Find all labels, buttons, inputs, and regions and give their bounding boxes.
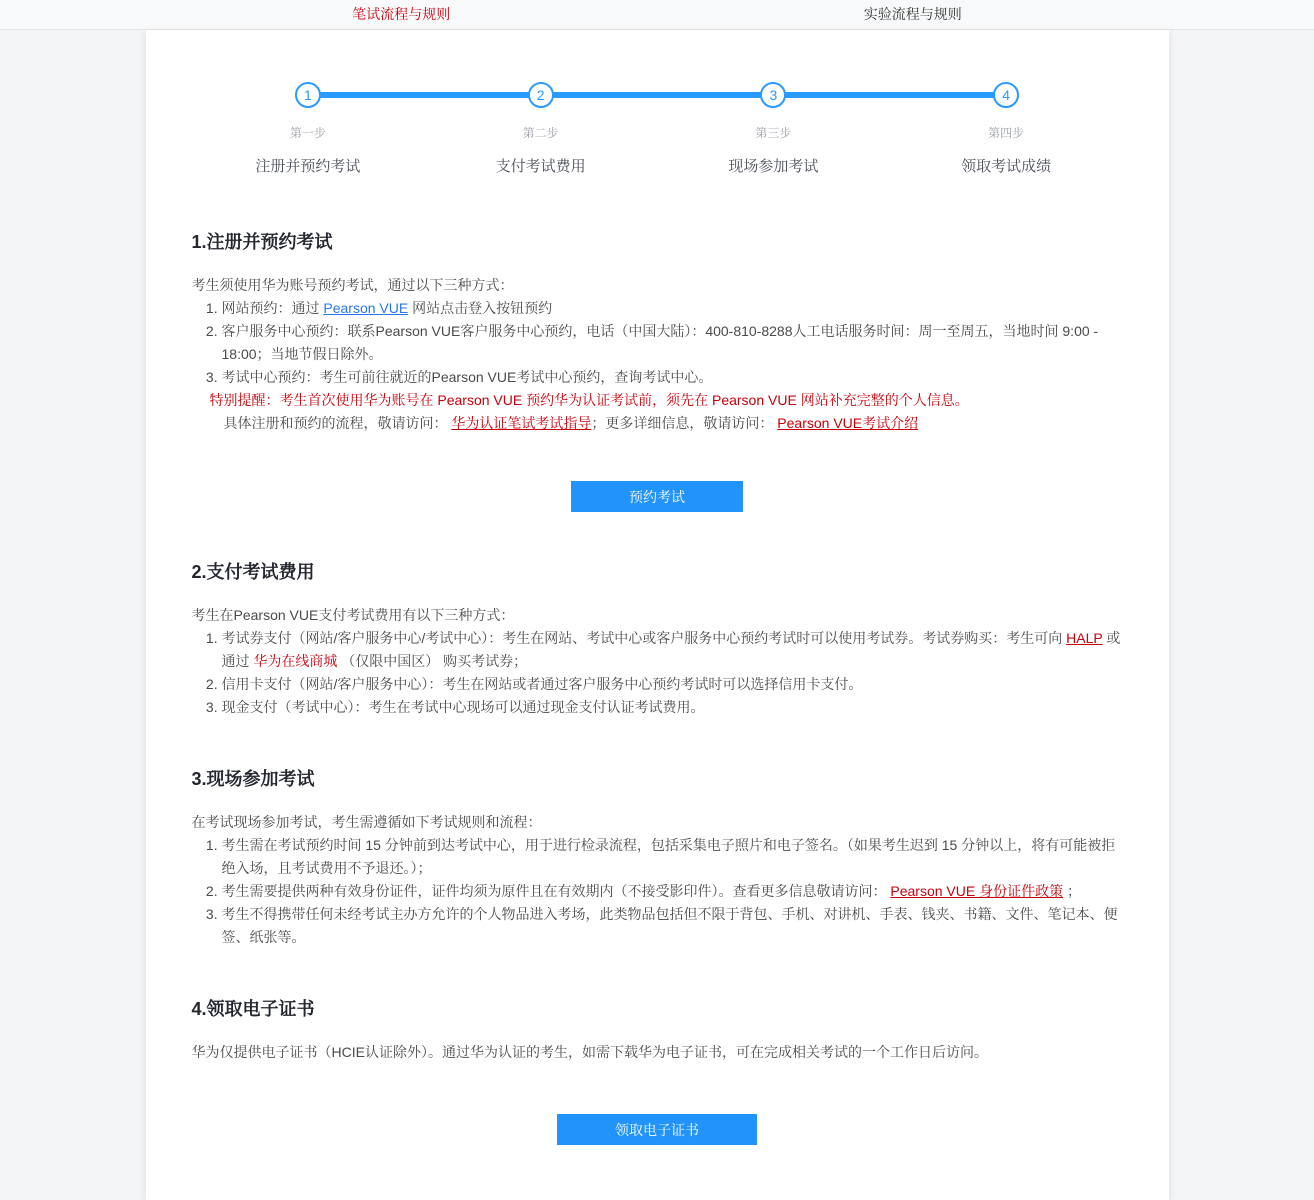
section-pay-exam-fee — [192, 558, 1123, 719]
step-3-label: 第三步 — [755, 126, 792, 140]
list-item-text: 网站点击登入按钮预约 — [408, 300, 553, 316]
list-item: 3. 考生不得携带任何未经考试主办方允许的个人物品进入考场，此类物品包括但不限于背包、手机、对讲机、手表、钱夹、书籍、文件、笔记本、便签、纸张等。 — [222, 903, 1123, 949]
stepper-step-1 — [192, 82, 425, 176]
huawei-online-store-link[interactable]: 华为在线商城 — [253, 653, 338, 669]
section-register-and-book — [192, 228, 1123, 512]
content-card — [146, 30, 1169, 1200]
section-3-heading: 3.现场参加考试 — [191, 769, 315, 789]
registration-guide-line — [224, 412, 1123, 435]
list-item — [222, 880, 1123, 903]
step-2-circle: 2 — [528, 82, 554, 108]
list-item: 3. 考试中心预约：考生可前往就近的Pearson VUE考试中心预约，查询考试中心。 — [222, 366, 1123, 389]
section-2-heading: 2.支付考试费用 — [191, 562, 315, 582]
step-1-title: 注册并预约考试 — [255, 158, 361, 175]
step-2-title: 支付考试费用 — [495, 158, 586, 175]
section-4-intro: 华为仅提供电子证书（HCIE认证除外）。通过华为认证的考生，如需下载华为电子证书，可在完成相关考试的一个工作日后访问。 — [191, 1044, 988, 1060]
special-reminder-text: 特别提醒：考生首次使用华为账号在 Pearson VUE 预约华为认证考试前，须先在 Pearson VUE 网站补充完整的个人信息。 — [209, 392, 969, 408]
guide-text: 具体注册和预约的流程，敬请访问： — [223, 415, 452, 431]
step-4-title: 领取考试成绩 — [961, 158, 1052, 175]
section-3-list — [192, 834, 1123, 949]
stepper-step-4 — [890, 82, 1123, 176]
section-1-list — [192, 297, 1123, 389]
list-item-text: 考生需要提供两种有效身份证件，证件均须为原件且在有效期内（不接受影印件）。查看更多信息敬请访问： — [221, 883, 891, 899]
step-4-circle: 4 — [993, 82, 1019, 108]
step-3-title: 现场参加考试 — [728, 158, 819, 175]
get-e-certificate-button[interactable]: 领取电子证书 — [557, 1114, 757, 1145]
halp-link[interactable]: HALP — [1066, 630, 1103, 646]
exam-process-stepper — [192, 30, 1123, 176]
list-item-text: （仅限中国区） 购买考试券； — [337, 653, 528, 669]
list-item-text: 或通过 — [221, 630, 1121, 669]
list-item: 3. 现金支付（考试中心）：考生在考试中心现场可以通过现金支付认证考试费用。 — [222, 696, 1123, 719]
list-item — [222, 297, 1123, 320]
list-item: 1. 考生需在考试预约时间 15 分钟前到达考试中心，用于进行检录流程，包括采集电子照片和电子签名。（如果考生迟到 15 分钟以上，将有可能被拒绝入场，且考试费用不予退还。）； — [222, 834, 1123, 880]
step-4-label: 第四步 — [988, 126, 1025, 140]
section-2-list — [192, 627, 1123, 719]
section-3-intro: 在考试现场参加考试，考生需遵循如下考试规则和流程： — [191, 814, 542, 830]
tab-written-exam-process[interactable]: 笔试流程与规则 — [352, 6, 451, 22]
list-item-text: ； — [1063, 883, 1081, 899]
written-exam-guide-link[interactable]: 华为认证笔试考试指导 — [451, 415, 592, 431]
step-1-label: 第一步 — [289, 126, 326, 140]
step-2-label: 第二步 — [522, 126, 559, 140]
section-1-intro: 考生须使用华为账号预约考试，通过以下三种方式： — [191, 277, 514, 293]
list-item: 2. 信用卡支付（网站/客户服务中心）：考生在网站或者通过客户服务中心预约考试时可以选择信用卡支付。 — [222, 673, 1123, 696]
pearson-vue-exam-intro-link[interactable]: Pearson VUE考试介绍 — [777, 415, 919, 431]
step-1-circle: 1 — [295, 82, 321, 108]
pearson-vue-link[interactable]: Pearson VUE — [323, 300, 409, 316]
list-item-text: 网站预约：通过 — [221, 300, 324, 316]
stepper-step-2 — [424, 82, 657, 176]
section-4-heading: 4.领取电子证书 — [191, 999, 315, 1019]
list-item — [222, 627, 1123, 673]
section-attend-exam-onsite — [192, 765, 1123, 949]
section-2-intro: 考生在Pearson VUE支付考试费用有以下三种方式： — [191, 607, 515, 623]
list-item-text: 考试券支付（网站/客户服务中心/考试中心）：考生在网站、考试中心或客户服务中心预约考试时可以使用考试券。考试券购买：考生可向 — [221, 630, 1067, 646]
step-3-circle: 3 — [760, 82, 786, 108]
guide-text: ；更多详细信息，敬请访问： — [591, 415, 778, 431]
id-policy-link[interactable]: Pearson VUE 身份证件政策 — [890, 883, 1064, 899]
list-item: 2. 客户服务中心预约：联系Pearson VUE客户服务中心预约，电话（中国大陆）：400-810-8288人工电话服务时间：周一至周五，当地时间 9:00 - 18:00；当地节假日除外。 — [222, 320, 1123, 366]
section-1-heading: 1.注册并预约考试 — [191, 232, 333, 252]
tab-lab-exam-process[interactable]: 实验流程与规则 — [863, 6, 962, 22]
top-tab-bar — [0, 0, 1314, 30]
book-exam-button[interactable]: 预约考试 — [571, 481, 743, 512]
section-get-e-certificate — [192, 995, 1123, 1145]
top-tab-bar-inner — [146, 0, 1169, 29]
stepper-step-3 — [657, 82, 890, 176]
